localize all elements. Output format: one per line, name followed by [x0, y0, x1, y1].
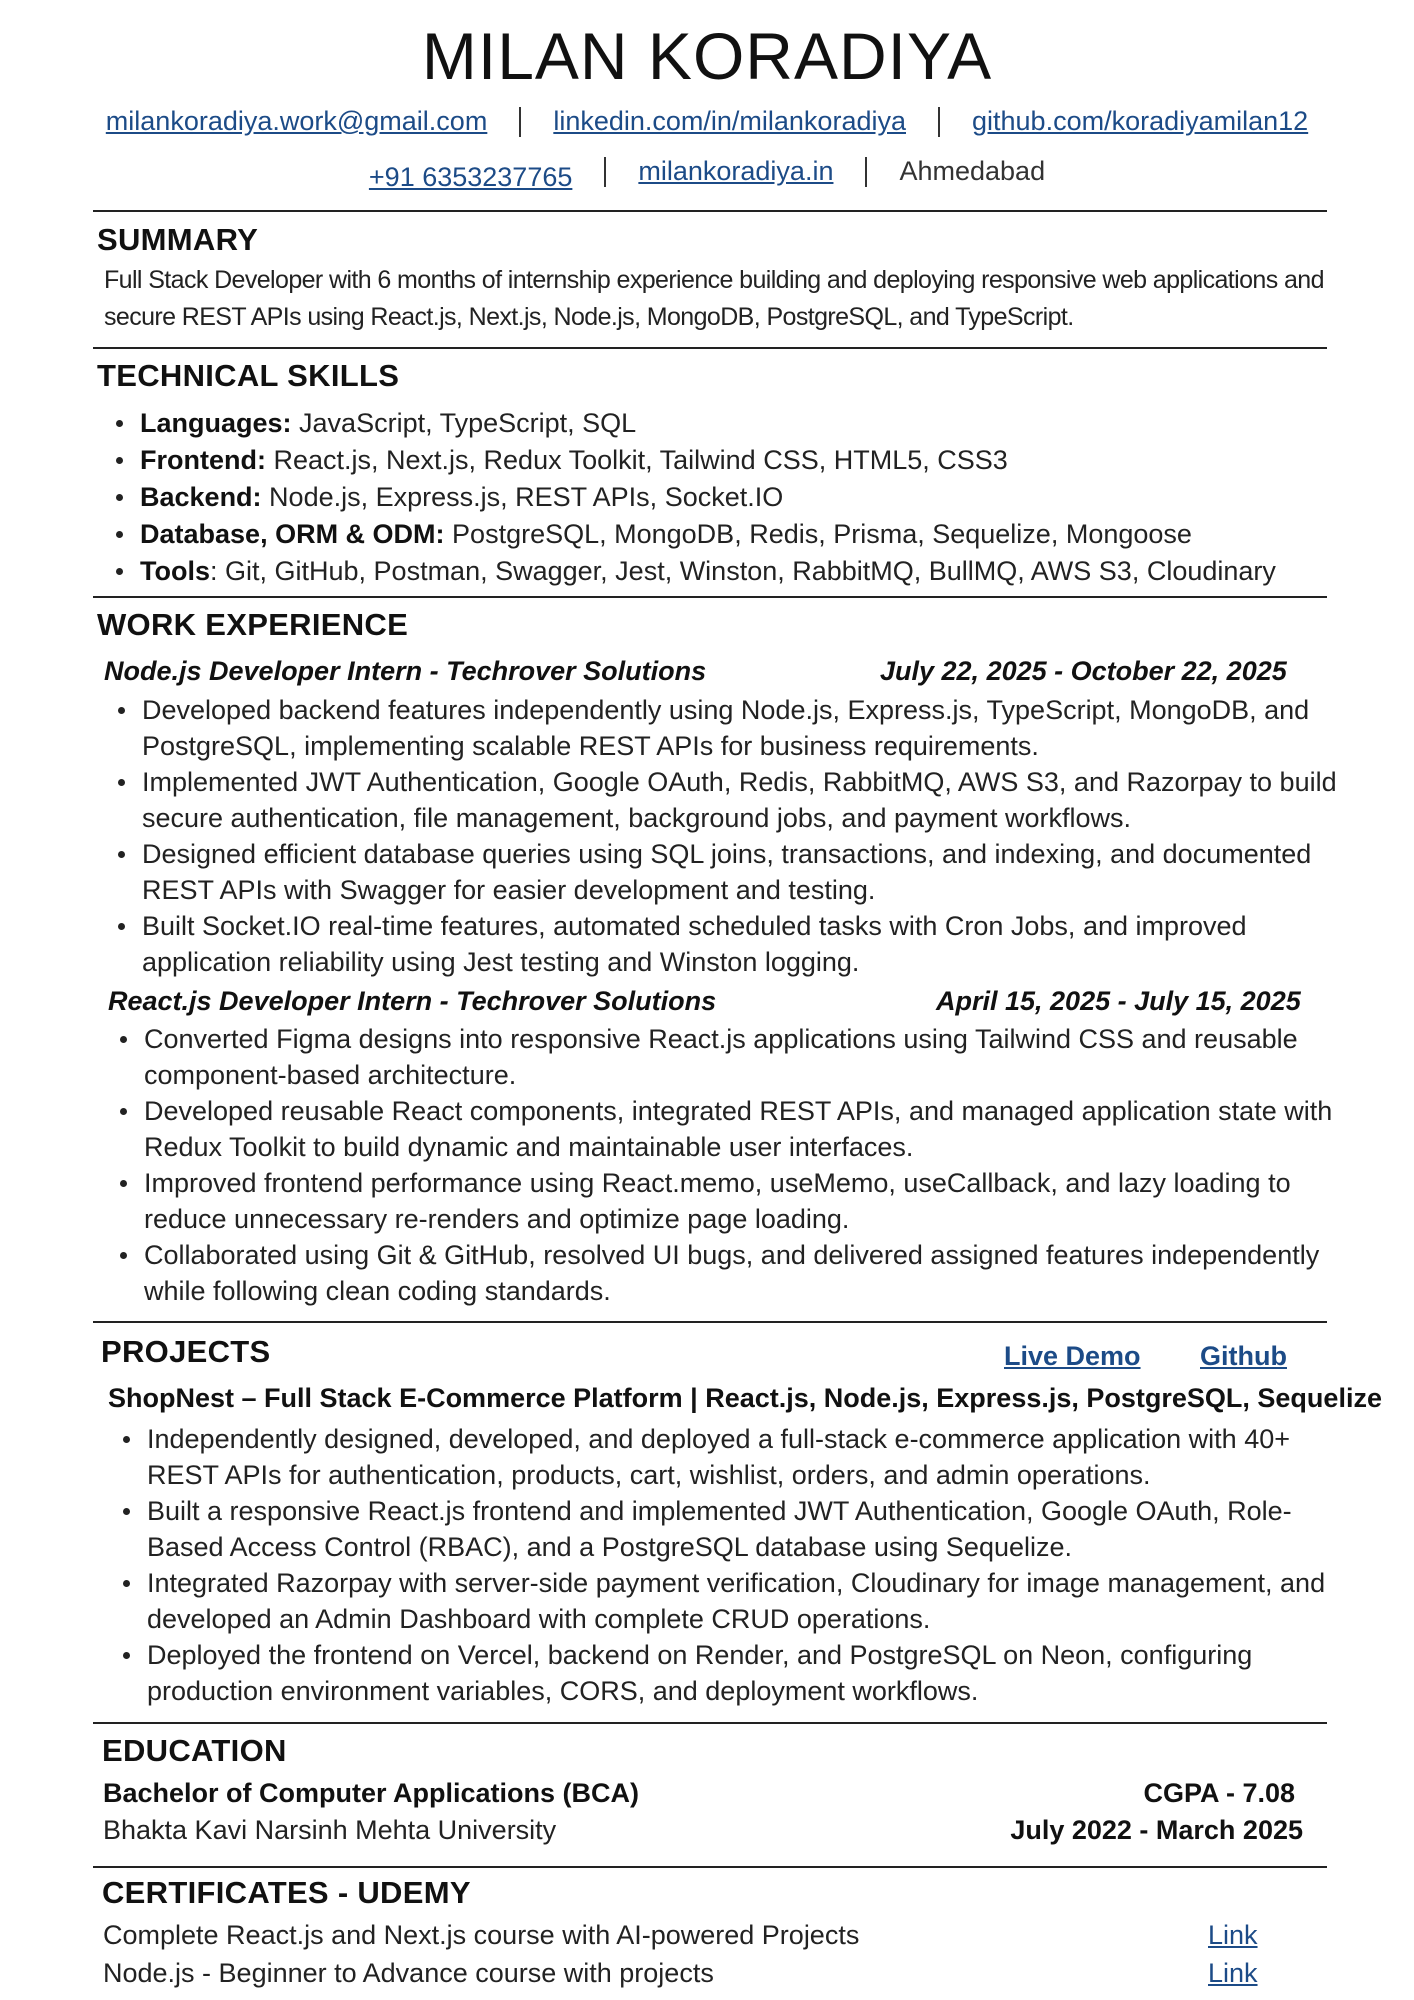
job-title: React.js Developer Intern - Techrover Solutions	[108, 986, 717, 1016]
list-item: Integrated Razorpay with server-side payment verification, Cloudinary for image management, and developed an Admin Dashboard with complete CRUD operations.	[147, 1565, 1362, 1637]
location-text: Ahmedabad	[899, 156, 1046, 186]
certificate-row	[103, 1958, 1263, 1989]
separator	[604, 157, 606, 187]
job-title: Node.js Developer Intern - Techrover Solutions	[104, 656, 707, 686]
cgpa-text: CGPA - 7.08	[1143, 1778, 1295, 1808]
education-heading: EDUCATION	[102, 1733, 287, 1768]
projects-heading: PROJECTS	[101, 1334, 271, 1369]
skill-item: Languages: JavaScript, TypeScript, SQL	[140, 405, 1276, 442]
divider	[93, 347, 1327, 349]
project-title: ShopNest – Full Stack E-Commerce Platform | React.js, Node.js, Express.js, PostgreSQL, Sequelize	[108, 1383, 1382, 1413]
phone-link[interactable]: +91 6353237765	[368, 162, 573, 192]
divider	[93, 210, 1327, 212]
job-bullets	[106, 692, 1357, 980]
job-bullets	[108, 1021, 1374, 1309]
github-link[interactable]: github.com/koradiyamilan12	[972, 106, 1309, 136]
email-link[interactable]: milankoradiya.work@gmail.com	[105, 106, 488, 136]
website-link[interactable]: milankoradiya.in	[638, 156, 834, 186]
divider	[93, 596, 1327, 598]
candidate-name: MILAN KORADIYA	[421, 19, 993, 93]
certificate-link[interactable]: Link	[1208, 1920, 1258, 1950]
university-text: Bhakta Kavi Narsinh Mehta University	[103, 1815, 557, 1845]
project-bullets	[111, 1421, 1362, 1709]
separator	[865, 157, 867, 187]
skill-item: Tools: Git, GitHub, Postman, Swagger, Jest, Winston, RabbitMQ, BullMQ, AWS S3, Cloudinary	[140, 553, 1276, 590]
linkedin-link[interactable]: linkedin.com/in/milankoradiya	[553, 106, 906, 136]
skill-item: Frontend: React.js, Next.js, Redux Toolkit, Tailwind CSS, HTML5, CSS3	[140, 442, 1276, 479]
separator	[938, 107, 940, 137]
skills-list	[104, 405, 1276, 590]
list-item: Deployed the frontend on Vercel, backend on Render, and PostgreSQL on Neon, configuring production environment variables, CORS, and deployment workflows.	[147, 1637, 1362, 1709]
certificate-row	[103, 1920, 1263, 1951]
list-item: Converted Figma designs into responsive React.js applications using Tailwind CSS and reusable component-based architecture.	[144, 1021, 1374, 1093]
list-item: Independently designed, developed, and deployed a full-stack e-commerce application with 40+ REST APIs for authentication, products, cart, wishlist, orders, and admin operations.	[147, 1421, 1362, 1493]
skill-item: Backend: Node.js, Express.js, REST APIs, Socket.IO	[140, 479, 1276, 516]
summary-heading: SUMMARY	[97, 222, 259, 257]
list-item: Designed efficient database queries using SQL joins, transactions, and indexing, and documented REST APIs with Swagger for easier development and testing.	[142, 836, 1357, 908]
divider	[93, 1321, 1327, 1323]
divider	[93, 1866, 1327, 1868]
contact-row-primary	[0, 106, 1414, 137]
list-item: Developed backend features independently using Node.js, Express.js, TypeScript, MongoDB, and PostgreSQL, implementing scalable REST APIs for business requirements.	[142, 692, 1357, 764]
certificate-link[interactable]: Link	[1208, 1958, 1258, 1988]
certificate-name: Node.js - Beginner to Advance course with projects	[103, 1958, 714, 1988]
list-item: Built a responsive React.js frontend and implemented JWT Authentication, Google OAuth, Role-Based Access Control (RBAC), and a PostgreSQL database using Sequelize.	[147, 1493, 1362, 1565]
skill-item: Database, ORM & ODM: PostgreSQL, MongoDB, Redis, Prisma, Sequelize, Mongoose	[140, 516, 1276, 553]
certificate-name: Complete React.js and Next.js course with AI-powered Projects	[103, 1920, 860, 1950]
list-item: Built Socket.IO real-time features, automated scheduled tasks with Cron Jobs, and improved application reliability using Jest testing and Winston logging.	[142, 908, 1357, 980]
job-dates: April 15, 2025 - July 15, 2025	[936, 986, 1301, 1016]
list-item: Collaborated using Git & GitHub, resolved UI bugs, and delivered assigned features independently while following clean coding standards.	[144, 1237, 1374, 1309]
job-dates: July 22, 2025 - October 22, 2025	[880, 656, 1287, 686]
separator	[519, 107, 521, 137]
list-item: Implemented JWT Authentication, Google OAuth, Redis, RabbitMQ, AWS S3, and Razorpay to build secure authentication, file management, background jobs, and payment workflows.	[142, 764, 1357, 836]
list-item: Improved frontend performance using React.memo, useMemo, useCallback, and lazy loading to reduce unnecessary re-renders and optimize page loading.	[144, 1165, 1374, 1237]
certificates-heading: CERTIFICATES - UDEMY	[102, 1875, 471, 1910]
skills-heading: TECHNICAL SKILLS	[97, 358, 400, 393]
experience-heading: WORK EXPERIENCE	[97, 607, 409, 642]
education-dates: July 2022 - March 2025	[1010, 1815, 1303, 1845]
list-item: Developed reusable React components, integrated REST APIs, and managed application state with Redux Toolkit to build dynamic and maintainable user interfaces.	[144, 1093, 1374, 1165]
degree-text: Bachelor of Computer Applications (BCA)	[103, 1778, 640, 1808]
github-project-link[interactable]: Github	[1200, 1341, 1287, 1371]
summary-text: Full Stack Developer with 6 months of internship experience building and deploying responsive web applications and secure REST APIs using React.js, Next.js, Node.js, MongoDB, PostgreSQL, and TypeScript.	[104, 266, 1324, 331]
divider	[93, 1722, 1327, 1724]
contact-row-secondary	[0, 156, 1414, 192]
live-demo-link[interactable]: Live Demo	[1004, 1341, 1141, 1371]
